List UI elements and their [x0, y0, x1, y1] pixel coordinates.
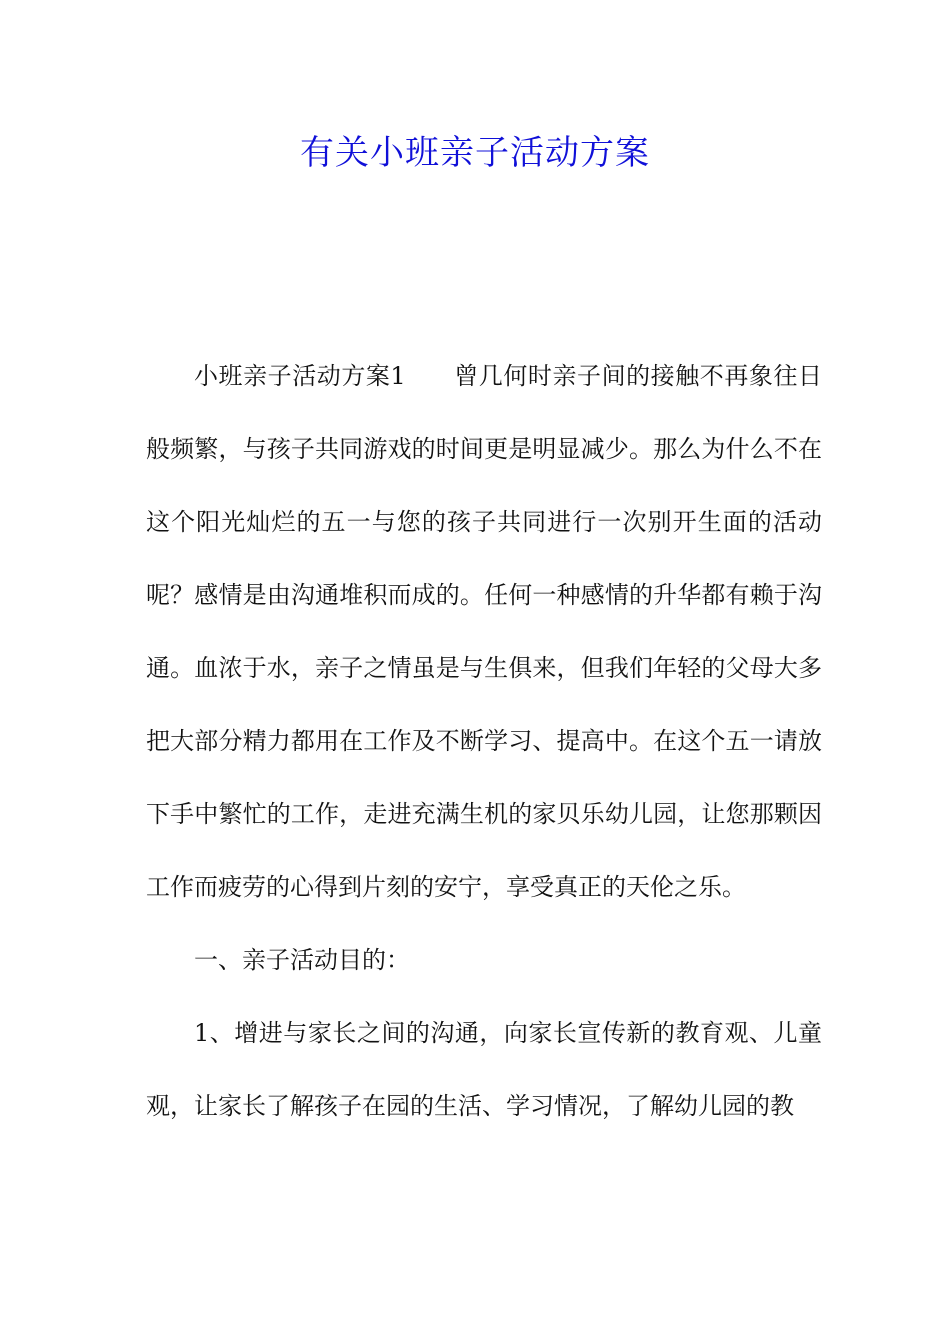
intro-heading: 小班亲子活动方案1	[194, 362, 406, 390]
document-title: 有关小班亲子活动方案	[300, 133, 650, 173]
intro-paragraph	[146, 340, 822, 924]
section-heading: 一、亲子活动目的：	[194, 946, 410, 974]
document-body	[146, 340, 822, 1143]
point-1: 1、增进与家长之间的沟通，向家长宣传新的教育观、儿童观，让家长了解孩子在园的生活、学习情况，了解幼儿园的教	[146, 1019, 822, 1120]
intro-text: 曾几何时亲子间的接触不再象往日般频繁，与孩子共同游戏的时间更是明显减少。那么为什么不在这个阳光灿烂的五一与您的孩子共同进行一次别开生面的活动呢？感情是由沟通堆积而成的。任何一种感情的升华都有赖于沟通。血浓于水，亲子之情虽是与生俱来，但我们年轻的父母大多把大部分精力都用在工作及不断学习、提高中。在这个五一请放下手中繁忙的工作，走进充满生机的家贝乐幼儿园，让您那颗因工作而疲劳的心得到片刻的安宁，享受真正的天伦之乐。	[146, 362, 822, 901]
